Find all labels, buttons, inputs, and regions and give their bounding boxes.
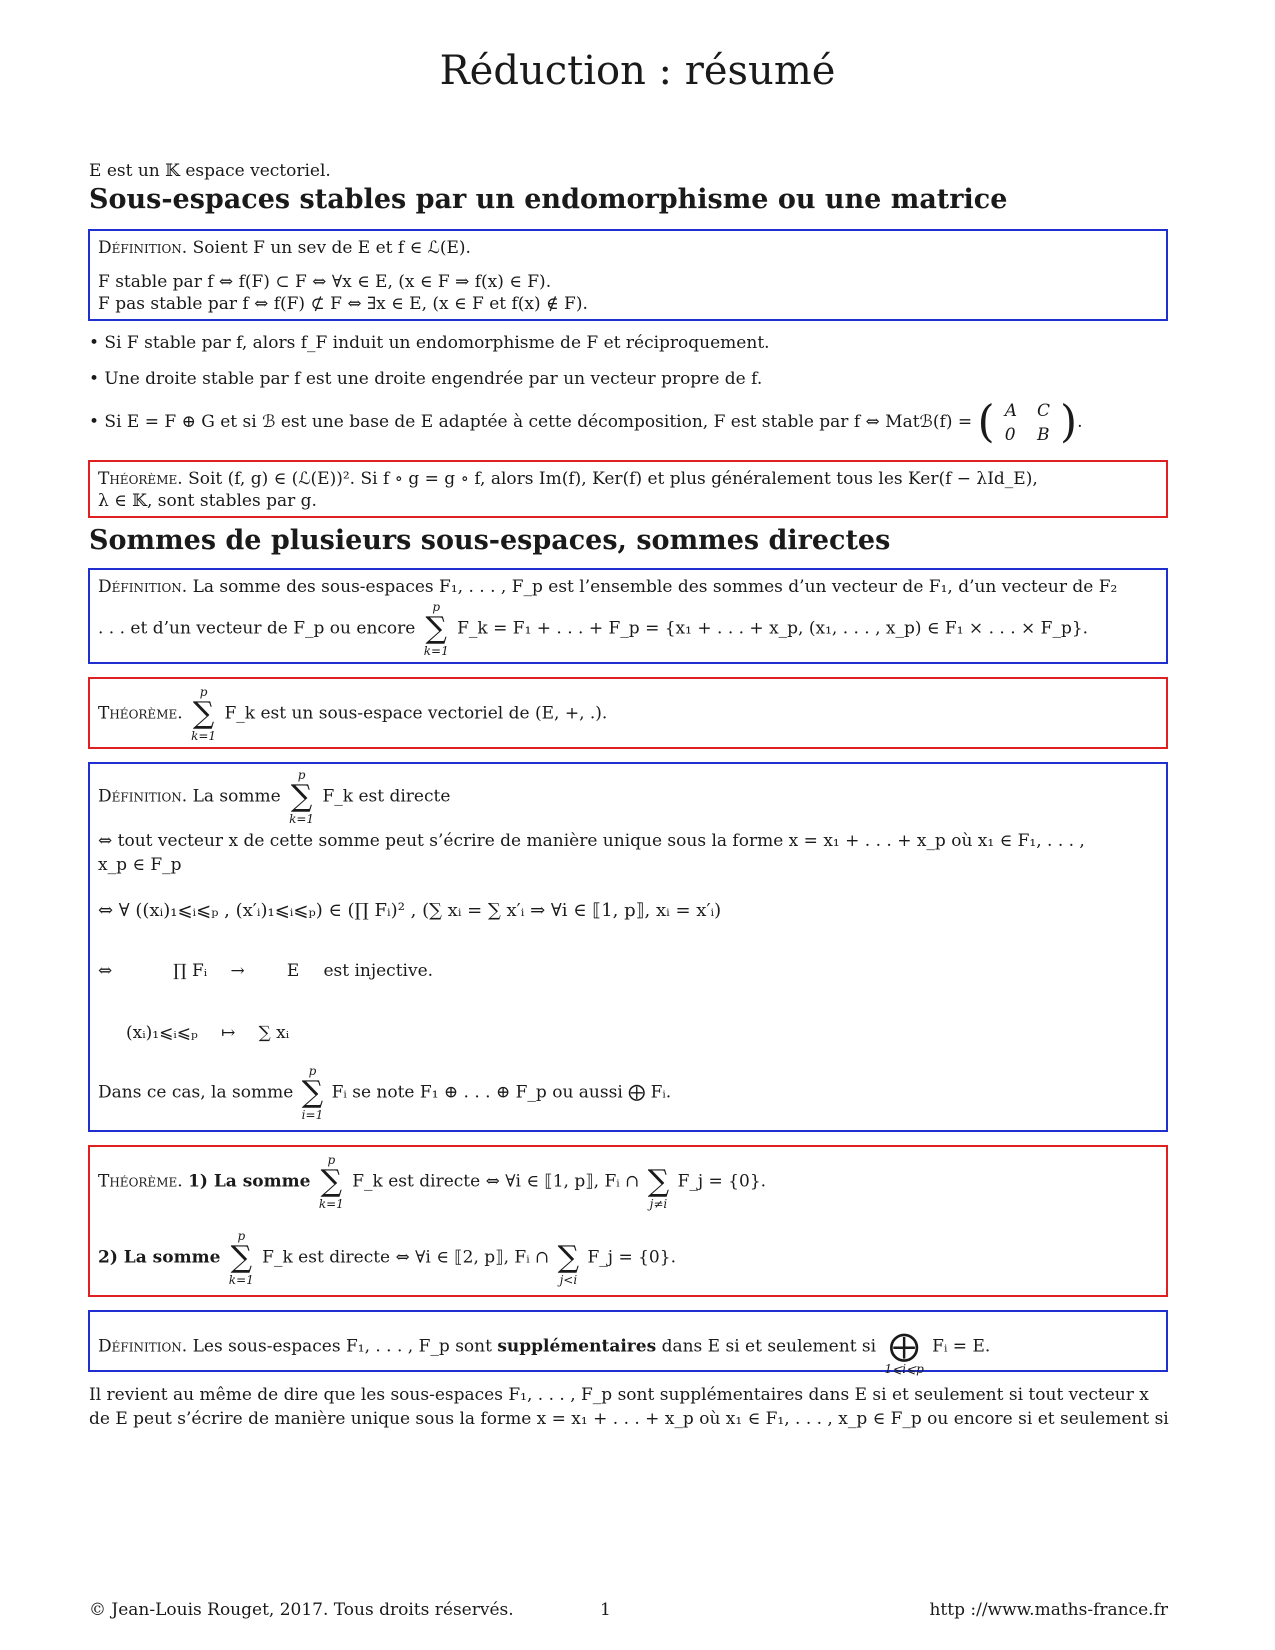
theorem-text: F_k est directe ⇔ ∀i ∈ ⟦2, p⟧, Fᵢ ∩ xyxy=(262,1247,550,1268)
sum-symbol: ∑ j<i xyxy=(557,1240,580,1287)
theorem-text: F_j = {0}. xyxy=(677,1171,767,1192)
page-title: Réduction : résumé xyxy=(439,48,836,94)
theorem-text: 1) La somme xyxy=(188,1171,311,1192)
sum-symbol: p ∑ k=1 xyxy=(191,685,217,743)
direct-sum-symbol: ⨁ 1⩽i⩽p xyxy=(884,1329,924,1376)
theorem-box-commuting xyxy=(88,460,1168,518)
definition-text: x_p ∈ F_p xyxy=(98,855,182,875)
section-heading-sums: Sommes de plusieurs sous-espaces, sommes directes xyxy=(89,525,891,556)
definition-label: Définition. xyxy=(98,577,188,597)
paragraph-line: Il revient au même de dire que les sous-espaces F₁, . . . , F_p sont supplémentaires dans E si et seulement si tout vecteur x xyxy=(89,1385,1149,1405)
sum-symbol: p ∑ k=1 xyxy=(289,768,315,826)
theorem-text: F_k est directe ⇔ ∀i ∈ ⟦1, p⟧, Fᵢ ∩ xyxy=(352,1171,640,1192)
definition-label: Définition. xyxy=(98,1336,188,1357)
section-heading-stable: Sous-espaces stables par un endomorphisme ou une matrice xyxy=(89,184,1008,215)
theorem-box-subspace xyxy=(88,677,1168,749)
bullet-item xyxy=(89,398,1083,447)
definition-box-direct-sum xyxy=(88,762,1168,1132)
bullet-item: • Une droite stable par f est une droite engendrée par un vecteur propre de f. xyxy=(89,369,763,389)
definition-text: F pas stable par f ⇔ f(F) ⊄ F ⇔ ∃x ∈ E, (x ∈ F et f(x) ∉ F). xyxy=(98,294,588,314)
definition-keyword: supplémentaires xyxy=(497,1336,657,1357)
definition-text: Dans ce cas, la somme xyxy=(98,1082,294,1103)
matrix-cell: A xyxy=(1004,400,1017,421)
definition-text: La somme des sous-espaces F₁, . . . , F_p est l’ensemble des sommes d’un vecteur de F₁, d’un vecteur de F₂ xyxy=(192,577,1118,597)
definition-box-supplementary xyxy=(88,1310,1168,1376)
definition-text: dans E si et seulement si xyxy=(661,1336,877,1357)
map-arrow: → xyxy=(230,961,245,981)
definition-formula: ⇔ ∀ ((xᵢ)₁⩽ᵢ⩽ₚ , (x′ᵢ)₁⩽ᵢ⩽ₚ) ∈ (∏ Fᵢ)² , (∑ xᵢ = ∑ x′ᵢ ⇒ ∀i ∈ ⟦1, p⟧, xᵢ = x′ᵢ) xyxy=(98,900,722,921)
theorem-text: F_k est un sous-espace vectoriel de (E, +, .). xyxy=(224,703,608,724)
map-element: (xᵢ)₁⩽ᵢ⩽ₚ xyxy=(126,1023,198,1043)
bullet-text: • Si E = F ⊕ G et si ℬ est une base de E adaptée à cette décomposition, F est stable par f ⇔ Matℬ(f) = xyxy=(89,412,973,432)
theorem-label: Théorème. xyxy=(98,703,183,724)
sum-symbol: ∑ j≠i xyxy=(647,1164,670,1211)
theorem-box-direct-criteria xyxy=(88,1145,1168,1297)
equivalence-symbol: ⇔ xyxy=(98,961,113,981)
map-to-arrow: ↦ xyxy=(221,1023,236,1043)
theorem-label: Théorème. xyxy=(98,469,183,489)
definition-text: Soient F un sev de E et f ∈ ℒ(E). xyxy=(192,238,471,258)
definition-text: F_k est directe xyxy=(322,786,451,807)
footer-copyright: © Jean-Louis Rouget, 2017. Tous droits réservés. xyxy=(89,1600,514,1620)
definition-text: est injective. xyxy=(323,961,434,981)
theorem-text: 2) La somme xyxy=(98,1247,221,1268)
paragraph-line: de E peut s’écrire de manière unique sous la forme x = x₁ + . . . + x_p où x₁ ∈ F₁, . . . , x_p ∈ F_p ou encore si et seulement si xyxy=(89,1409,1169,1429)
intro-text: E est un 𝕂 espace vectoriel. xyxy=(89,161,331,181)
footer-page-number: 1 xyxy=(600,1600,611,1620)
definition-label: Définition. xyxy=(98,238,188,258)
definition-text: F_k = F₁ + . . . + F_p = {x₁ + . . . + x_p, (x₁, . . . , x_p) ∈ F₁ × . . . × F_p}. xyxy=(457,618,1089,639)
sum-symbol: p ∑ i=1 xyxy=(301,1064,324,1122)
map-image: ∑ xᵢ xyxy=(258,1023,290,1043)
bullet-item: • Si F stable par f, alors f_F induit un endomorphisme de F et réciproquement. xyxy=(89,333,770,353)
block-matrix: ( A C 0 B ). xyxy=(977,396,1083,448)
theorem-text: Soit (f, g) ∈ (ℒ(E))². Si f ∘ g = g ∘ f, alors Im(f), Ker(f) et plus généralement tous les Ker(f − λId_E), xyxy=(188,469,1038,489)
definition-text: ⨁ Fᵢ. xyxy=(628,1082,672,1103)
matrix-cell: 0 xyxy=(1004,424,1016,445)
product-map-domain: ∏ Fᵢ xyxy=(173,961,208,981)
sum-symbol: p ∑ k=1 xyxy=(318,1153,344,1211)
sum-symbol: p ∑ k=1 xyxy=(228,1229,254,1287)
definition-text: . . . et d’un vecteur de F_p ou encore xyxy=(98,618,416,639)
matrix-cell: C xyxy=(1036,400,1050,421)
footer-link[interactable]: http ://www.maths-france.fr xyxy=(929,1600,1168,1620)
definition-text: ⇔ tout vecteur x de cette somme peut s’écrire de manière unique sous la forme x = x₁ + . . . + x_p où x₁ ∈ F₁, . . . , xyxy=(98,831,1085,851)
sum-symbol: p ∑ k=1 xyxy=(423,600,449,658)
theorem-text: F_j = {0}. xyxy=(587,1247,676,1268)
matrix-cell: B xyxy=(1036,424,1050,445)
definition-text: La somme xyxy=(192,786,281,807)
definition-label: Définition. xyxy=(98,786,188,807)
definition-text: Fᵢ = E. xyxy=(932,1336,991,1357)
map-codomain: E xyxy=(286,961,300,981)
definition-box-stable xyxy=(88,229,1168,321)
theorem-text: λ ∈ 𝕂, sont stables par g. xyxy=(98,491,317,511)
definition-text: F stable par f ⇔ f(F) ⊂ F ⇔ ∀x ∈ E, (x ∈ F ⇒ f(x) ∈ F). xyxy=(98,272,552,292)
definition-text: Fᵢ se note F₁ ⊕ . . . ⊕ F_p ou aussi xyxy=(331,1082,623,1103)
definition-box-sum xyxy=(88,568,1168,664)
definition-text: Les sous-espaces F₁, . . . , F_p sont xyxy=(192,1336,492,1357)
theorem-label: Théorème. xyxy=(98,1171,183,1192)
